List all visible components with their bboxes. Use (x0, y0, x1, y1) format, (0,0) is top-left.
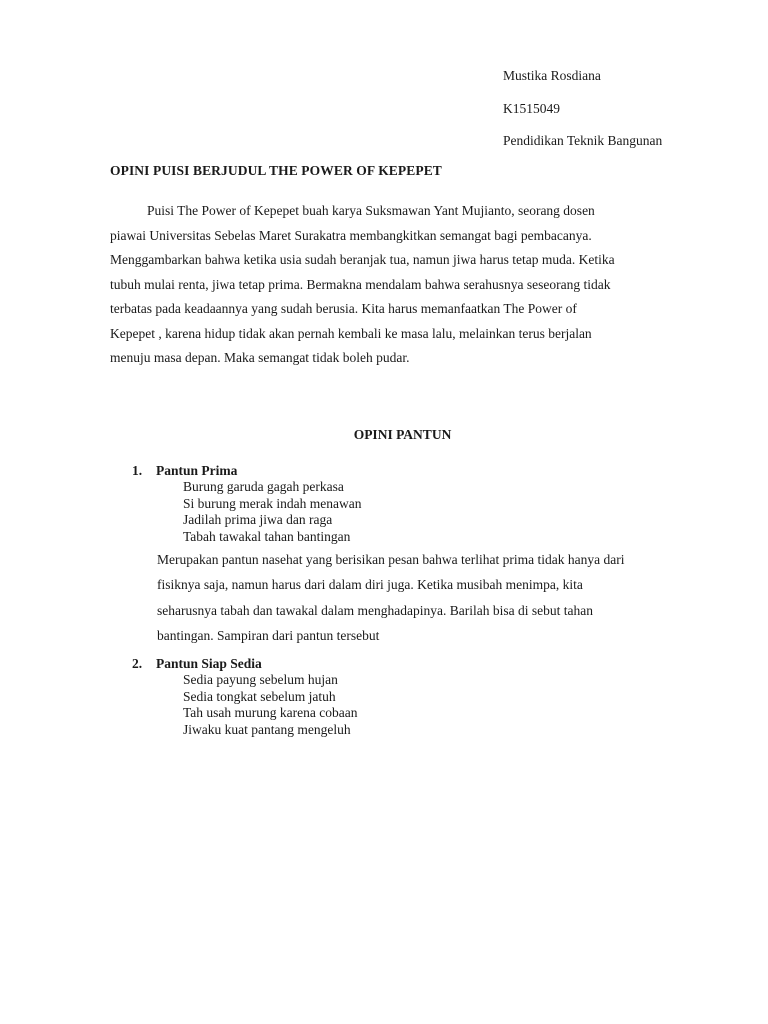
pantun-item-title: Pantun Prima (156, 463, 238, 478)
pantun-list-item (132, 655, 712, 739)
paragraph-line: menuju masa depan. Maka semangat tidak boleh pudar. (110, 350, 410, 365)
pantun-verse (183, 672, 712, 739)
pantun-item-heading (132, 462, 712, 479)
explanation-line: Merupakan pantun nasehat yang berisikan pesan bahwa terlihat prima tidak hanya dari (157, 551, 625, 567)
paragraph-line: Menggambarkan bahwa ketika usia sudah beranjak tua, namun jiwa harus tetap muda. Ketika (110, 252, 615, 267)
explanation-line: fisiknya saja, namun harus dari dalam diri juga. Ketika musibah menimpa, kita (157, 577, 583, 593)
verse-line: Tah usah murung karena cobaan (183, 705, 358, 721)
paragraph-line: Kepepet , karena hidup tidak akan pernah kembali ke masa lalu, melainkan terus berjalan (110, 325, 592, 341)
pantun-list-item (132, 462, 712, 649)
verse-line: Si burung merak indah menawan (183, 495, 362, 511)
pantun-item-title: Pantun Siap Sedia (156, 656, 262, 671)
author-name: Mustika Rosdiana (503, 68, 601, 83)
verse-line: Sedia tongkat sebelum jatuh (183, 688, 336, 704)
verse-line: Sedia payung sebelum hujan (183, 672, 338, 687)
pantun-explanation (157, 547, 712, 649)
verse-line: Jadilah prima jiwa dan raga (183, 512, 333, 528)
pantun-item-number: 2. (132, 656, 143, 671)
pantun-item-number: 1. (132, 463, 143, 478)
student-id: K1515049 (503, 101, 560, 116)
paragraph-line: Puisi The Power of Kepepet buah karya Suksmawan Yant Mujianto, seorang dosen (147, 203, 595, 218)
poem-opinion-title: OPINI PUISI BERJUDUL THE POWER OF KEPEPET (110, 163, 442, 178)
pantun-opinion-heading: OPINI PANTUN (353, 427, 452, 442)
paragraph-line: piawai Universitas Sebelas Maret Surakatra membangkitkan semangat bagi pembacanya. (110, 227, 592, 243)
paragraph-line: terbatas pada keadaannya yang sudah berusia. Kita harus memanfaatkan The Power of (110, 301, 577, 316)
verse-line: Jiwaku kuat pantang mengeluh (183, 722, 351, 738)
department: Pendidikan Teknik Bangunan (503, 133, 663, 148)
verse-line: Burung garuda gagah perkasa (183, 479, 344, 494)
explanation-line: seharusnya tabah dan tawakal dalam menghadapinya. Barilah bisa di sebut tahan (157, 602, 593, 618)
pantun-verse (183, 479, 712, 546)
paragraph-line: tubuh mulai renta, jiwa tetap prima. Bermakna mendalam bahwa serahusnya seseorang tidak (110, 276, 611, 292)
poem-opinion-paragraph (110, 199, 695, 371)
pantun-item-heading (132, 655, 712, 672)
explanation-line: bantingan. Sampiran dari pantun tersebut (157, 628, 380, 644)
verse-line: Tabah tawakal tahan bantingan (183, 529, 351, 545)
